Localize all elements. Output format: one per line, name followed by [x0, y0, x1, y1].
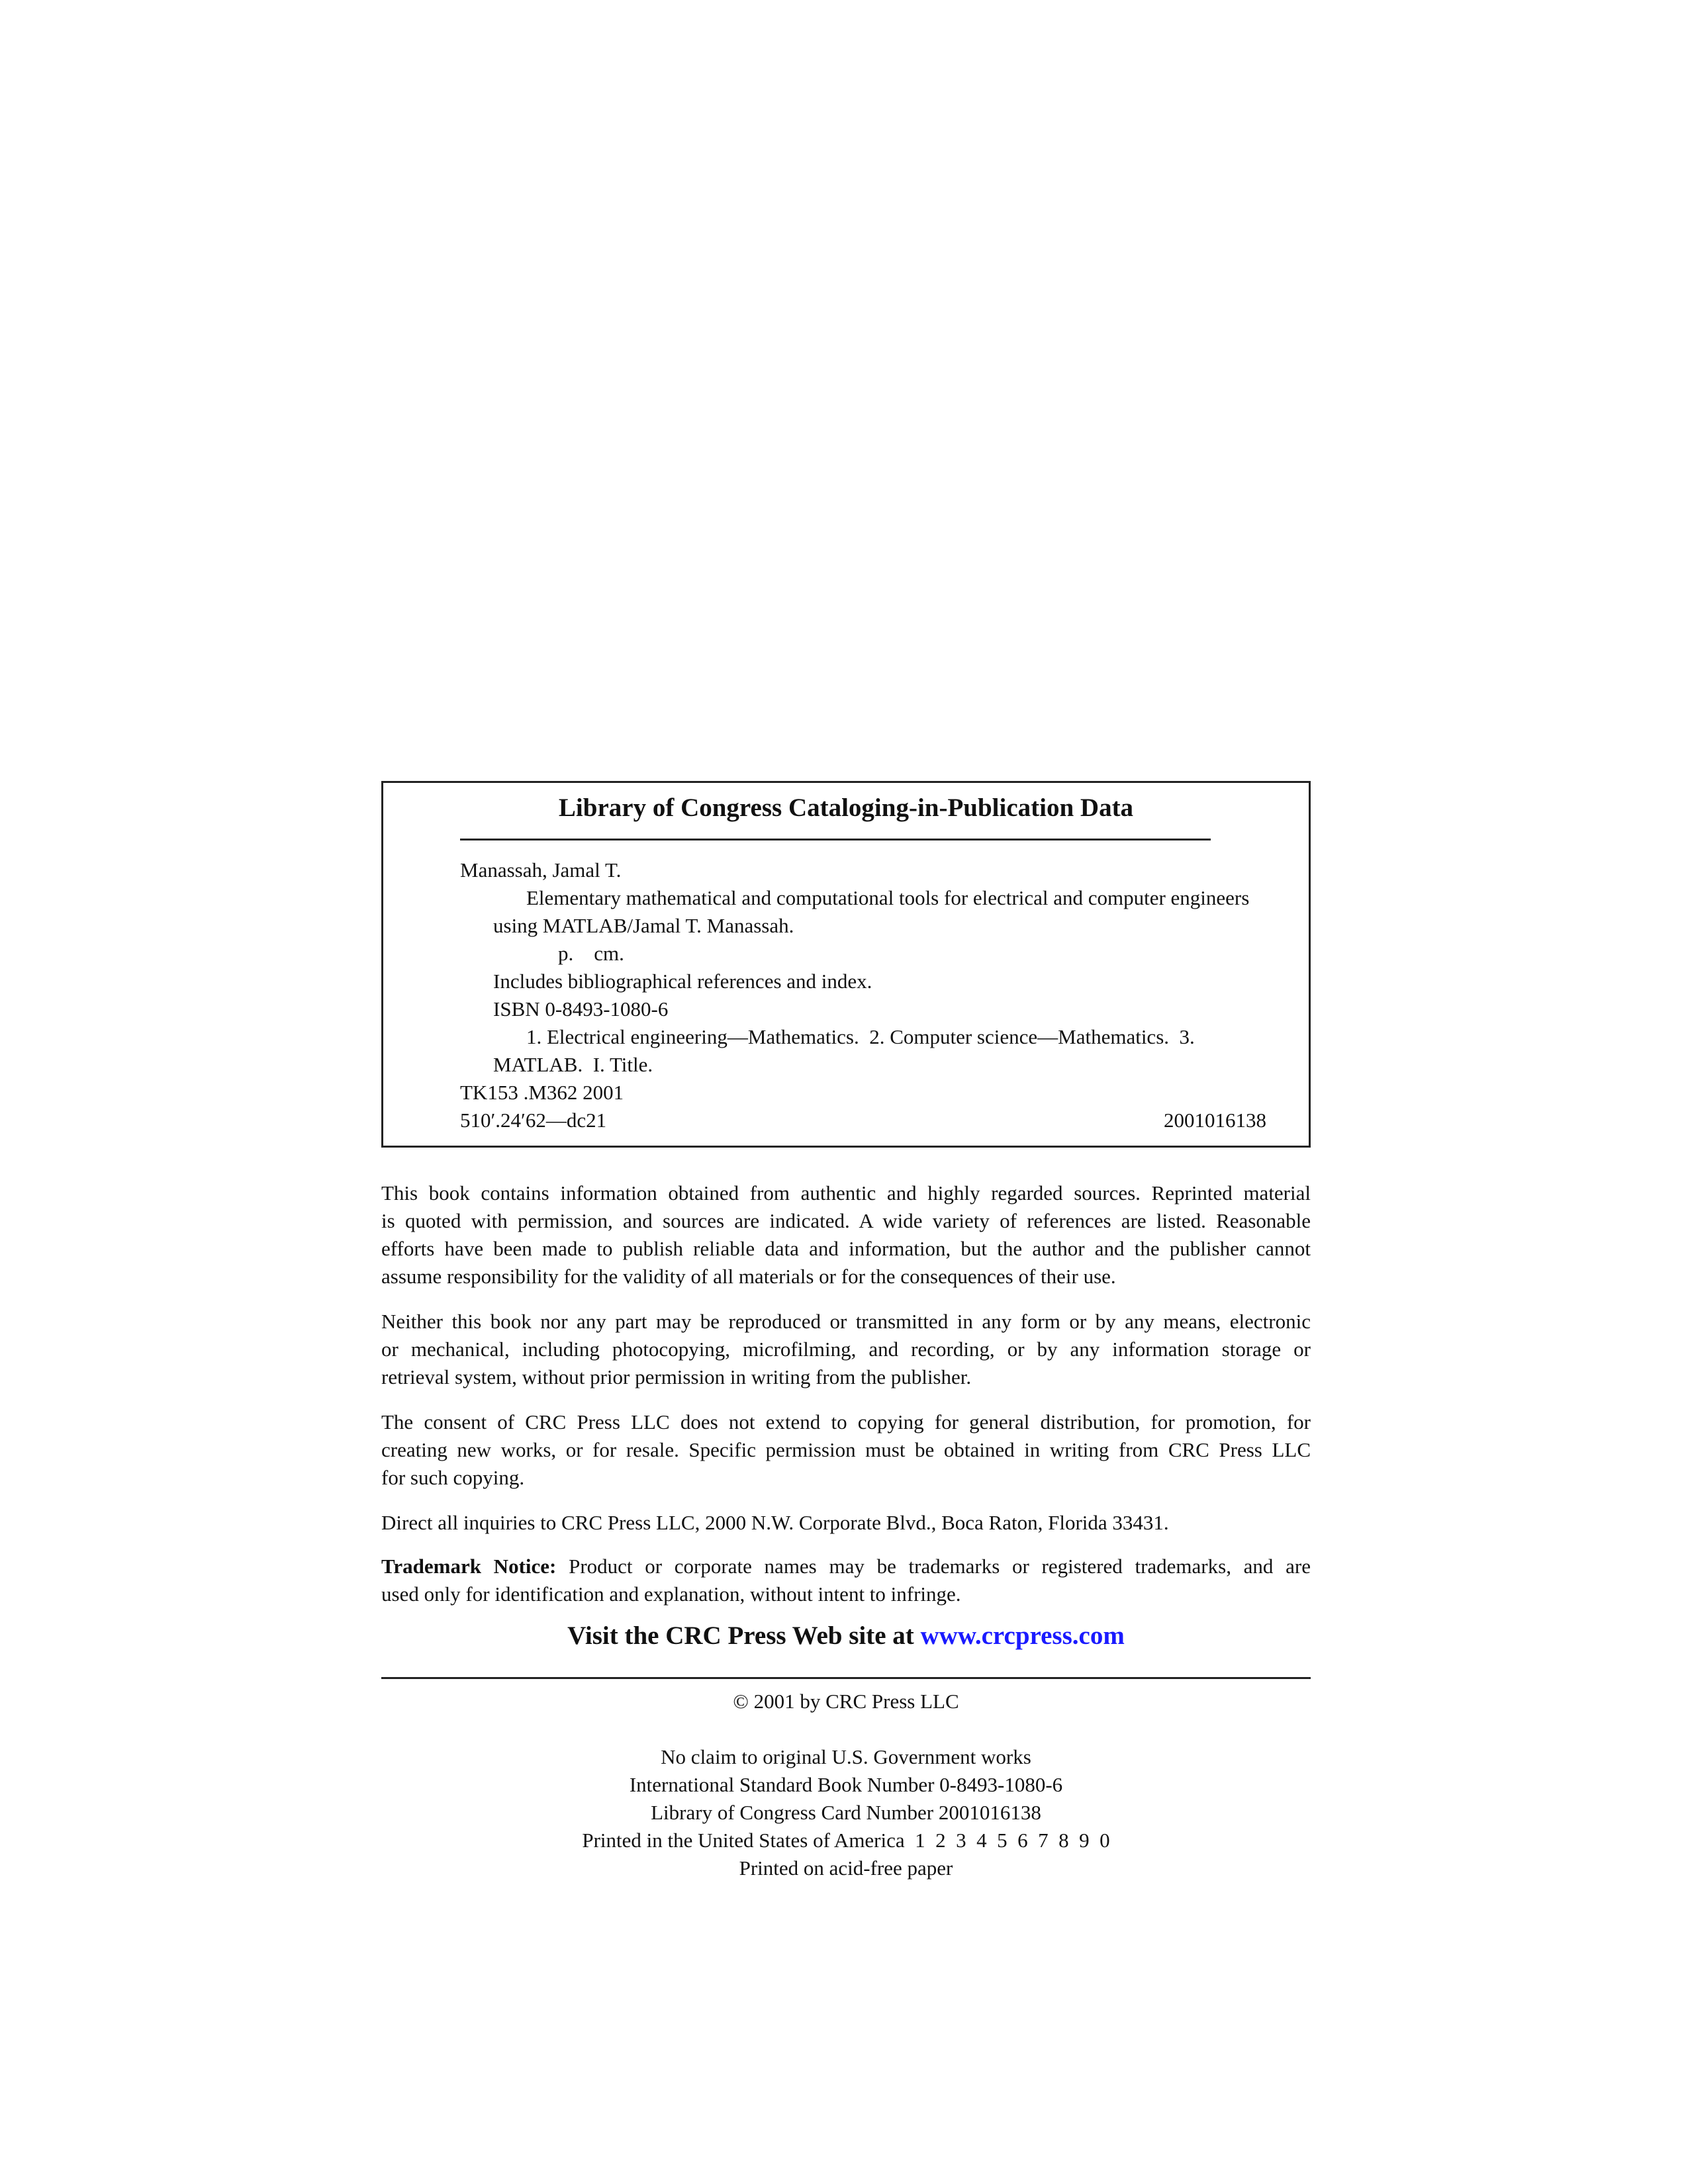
paragraph-consent — [381, 1408, 1311, 1492]
paragraph-line: is quoted with permission, and sources are indicated. A wide variety of references are listed. Reasonable — [381, 1209, 1311, 1232]
cip-title: Library of Congress Cataloging-in-Publication Data — [558, 794, 1134, 822]
cip-lccn: 2001016138 — [1164, 1109, 1266, 1132]
cip-isbn: ISBN 0-8493-1080-6 — [493, 997, 669, 1021]
paragraph-trademark — [381, 1553, 1311, 1608]
paragraph-line: This book contains information obtained from authentic and highly regarded sources. Reprinted material — [381, 1181, 1311, 1205]
isbn-notice: International Standard Book Number 0-8493-1080-6 — [629, 1773, 1063, 1796]
website-link[interactable]: www.crcpress.com — [920, 1621, 1125, 1650]
divider — [381, 1677, 1311, 1679]
paragraph-line: creating new works, or for resale. Specific permission must be obtained in writing from CRC Press LLC — [381, 1438, 1311, 1461]
cip-title-line-2: using MATLAB/Jamal T. Manassah. — [493, 914, 794, 937]
paragraph-line: for such copying. — [381, 1466, 525, 1489]
cip-subjects-line-2: MATLAB. I. Title. — [493, 1053, 653, 1076]
paragraph-line — [381, 1553, 1311, 1580]
visit-website — [381, 1620, 1311, 1652]
paragraph-line: retrieval system, without prior permission in writing from the publisher. — [381, 1365, 972, 1388]
paragraph-sources — [381, 1179, 1311, 1291]
paragraph-line: The consent of CRC Press LLC does not extend to copying for general distribution, for promotion, for — [381, 1410, 1311, 1433]
trademark-label: Trademark Notice: — [381, 1555, 557, 1578]
cip-notes: Includes bibliographical references and index. — [493, 970, 872, 993]
cip-title-rule — [460, 839, 1211, 841]
copyright-notice: © 2001 by CRC Press LLC — [733, 1690, 959, 1713]
cip-pagination: p. cm. — [558, 942, 624, 965]
paragraph-line: used only for identification and explanation, without intent to infringe. — [381, 1582, 961, 1606]
trademark-text: Product or corporate names may be trademarks or registered trademarks, and are — [556, 1555, 1311, 1578]
acid-free-notice: Printed on acid-free paper — [739, 1856, 953, 1880]
lccn-notice: Library of Congress Card Number 2001016138 — [651, 1801, 1041, 1824]
cip-data-box — [381, 781, 1311, 1148]
paragraph-line: or mechanical, including photocopying, microfilming, and recording, or by any information storage or — [381, 1338, 1311, 1361]
printed-in-notice: Printed in the United States of America 1 2 3 4 5 6 7 8 9 0 — [582, 1829, 1110, 1852]
paragraph-line: Direct all inquiries to CRC Press LLC, 2000 N.W. Corporate Blvd., Boca Raton, Florida 33431. — [381, 1511, 1169, 1534]
cip-title-line-1: Elementary mathematical and computational tools for electrical and computer engineers — [526, 886, 1250, 909]
visit-text: Visit the CRC Press Web site at — [567, 1621, 921, 1650]
paragraph-line: Neither this book nor any part may be reproduced or transmitted in any form or by any means, electronic — [381, 1310, 1311, 1333]
cip-lc-call-number: TK153 .M362 2001 — [460, 1081, 624, 1104]
paragraph-line: efforts have been made to publish reliable data and information, but the author and the publisher cannot — [381, 1237, 1311, 1260]
paragraph-line: assume responsibility for the validity of all materials or for the consequences of their use. — [381, 1265, 1116, 1288]
paragraph-inquiries — [381, 1509, 1311, 1537]
government-works-notice: No claim to original U.S. Government works — [661, 1745, 1031, 1768]
cip-author: Manassah, Jamal T. — [460, 858, 622, 882]
cip-subjects-line-1: 1. Electrical engineering—Mathematics. 2. Computer science—Mathematics. 3. — [526, 1025, 1195, 1048]
paragraph-reproduction — [381, 1308, 1311, 1391]
cip-dewey-number: 510′.24′62—dc21 — [460, 1109, 607, 1132]
